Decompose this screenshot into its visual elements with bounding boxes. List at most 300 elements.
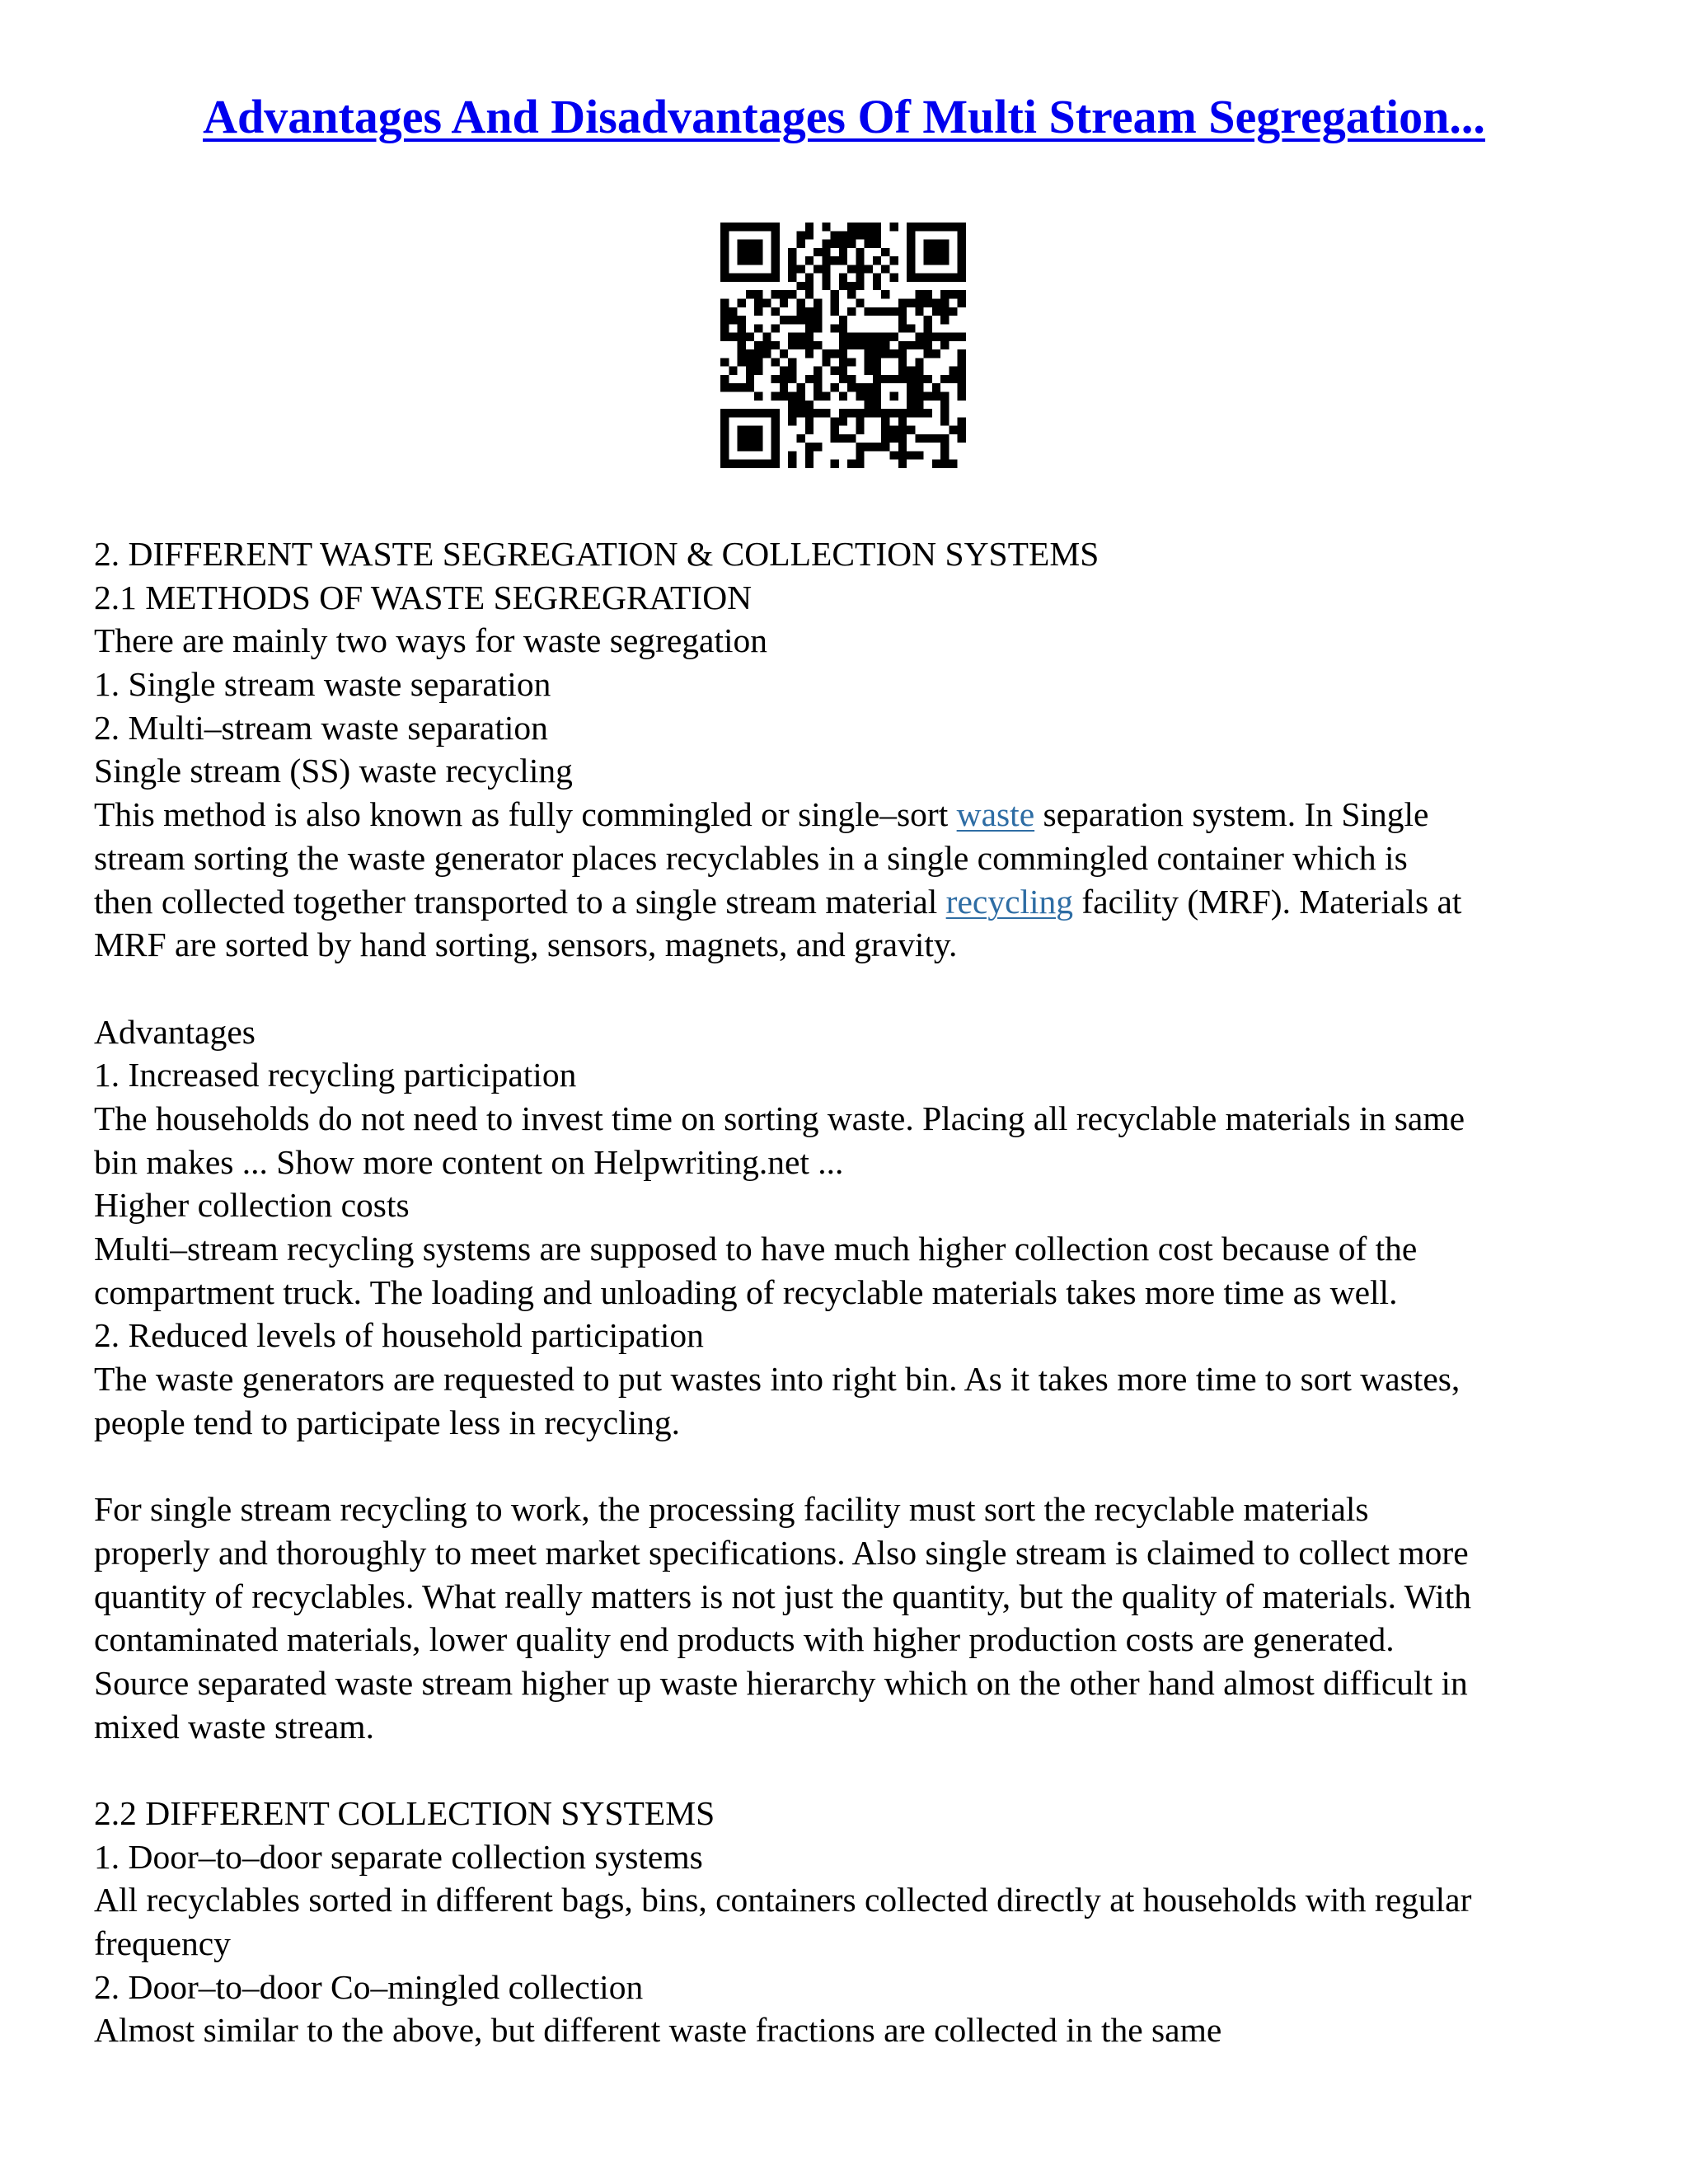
qr-module <box>949 333 957 341</box>
qr-module <box>898 367 907 375</box>
qr-module <box>924 298 932 307</box>
subsection-heading: 2.1 METHODS OF WASTE SEGREGRATION <box>94 578 753 616</box>
qr-module <box>873 358 881 366</box>
qr-module <box>898 358 907 366</box>
qr-module <box>738 349 746 358</box>
qr-module <box>831 426 839 434</box>
qr-module <box>805 341 814 349</box>
qr-module <box>958 231 966 239</box>
qr-module <box>847 341 856 349</box>
qr-module <box>890 223 898 231</box>
qr-module <box>796 316 804 324</box>
qr-module <box>796 383 804 391</box>
qr-module <box>924 349 932 358</box>
qr-module <box>780 290 788 298</box>
qr-module <box>738 409 746 417</box>
text-run: then collected together transported to a single stream material <box>94 882 946 921</box>
qr-module <box>856 443 864 451</box>
qr-module <box>856 451 864 459</box>
qr-module <box>738 383 746 391</box>
qr-module <box>915 401 923 409</box>
qr-module <box>856 231 864 239</box>
qr-module <box>915 434 923 443</box>
qr-module <box>839 392 847 401</box>
qr-module <box>822 392 830 401</box>
qr-module <box>865 231 873 239</box>
qr-module <box>805 401 814 409</box>
qr-module <box>907 375 915 383</box>
qr-module <box>754 324 762 332</box>
qr-module <box>924 375 932 383</box>
qr-module <box>847 223 856 231</box>
qr-module <box>915 409 923 417</box>
qr-module <box>915 358 923 366</box>
qr-module <box>915 298 923 307</box>
qr-module <box>762 341 771 349</box>
qr-module <box>788 460 796 468</box>
qr-module <box>788 401 796 409</box>
qr-module <box>907 341 915 349</box>
qr-module <box>720 451 729 459</box>
qr-module <box>814 375 822 383</box>
qr-module <box>865 358 873 366</box>
qr-module <box>949 426 957 434</box>
qr-module <box>788 274 796 282</box>
qr-module <box>907 248 915 256</box>
qr-module <box>822 409 830 417</box>
qr-module <box>805 256 814 265</box>
qr-module <box>771 256 780 265</box>
qr-module <box>738 256 746 265</box>
qr-module <box>839 333 847 341</box>
qr-module <box>856 256 864 265</box>
qr-module <box>729 383 737 391</box>
paragraph-line: mixed waste stream. <box>94 1707 374 1746</box>
qr-module <box>940 341 949 349</box>
paragraph-line: quantity of recyclables. What really matters is not just the quantity, but the quality of materials. With <box>94 1577 1471 1615</box>
qr-module <box>907 401 915 409</box>
qr-module <box>856 265 864 273</box>
qr-code-graphic <box>720 223 966 468</box>
qr-module <box>839 409 847 417</box>
qr-module <box>865 307 873 316</box>
qr-module <box>738 443 746 451</box>
document-title-link[interactable]: Advantages And Disadvantages Of Multi Stream Segregation... <box>203 90 1485 143</box>
qr-module <box>720 460 729 468</box>
qr-module <box>738 460 746 468</box>
qr-module <box>907 223 915 231</box>
qr-module <box>847 434 856 443</box>
qr-module <box>865 333 873 341</box>
qr-module <box>839 375 847 383</box>
qr-module <box>847 307 856 316</box>
qr-module <box>762 460 771 468</box>
paragraph-line: compartment truck. The loading and unloading of recyclable materials takes more time as well. <box>94 1272 1398 1311</box>
qr-module <box>796 282 804 290</box>
qr-module <box>949 290 957 298</box>
qr-module <box>898 324 907 332</box>
list-item: 1. Door–to–door separate collection systems <box>94 1837 703 1876</box>
qr-module <box>924 290 932 298</box>
qr-module <box>729 307 737 316</box>
text-run: separation system. In Single <box>1034 795 1429 834</box>
qr-module <box>839 240 847 248</box>
qr-module <box>746 274 754 282</box>
qr-module <box>907 240 915 248</box>
qr-module <box>890 256 898 265</box>
qr-module <box>805 409 814 417</box>
qr-module <box>949 274 957 282</box>
qr-module <box>720 358 729 366</box>
qr-module <box>940 409 949 417</box>
qr-module <box>814 443 822 451</box>
qr-module <box>958 265 966 273</box>
qr-module <box>924 409 932 417</box>
qr-module <box>856 341 864 349</box>
qr-module <box>898 451 907 459</box>
qr-module <box>915 367 923 375</box>
qr-module <box>856 223 864 231</box>
qr-module <box>720 248 729 256</box>
qr-module <box>720 274 729 282</box>
qr-module <box>924 223 932 231</box>
qr-module <box>907 324 915 332</box>
paragraph-line: stream sorting the waste generator places recyclables in a single commingled container which is <box>94 838 1408 877</box>
qr-module <box>865 401 873 409</box>
qr-module <box>940 443 949 451</box>
qr-module <box>771 358 780 366</box>
qr-module <box>754 409 762 417</box>
qr-module <box>805 223 814 231</box>
qr-module <box>958 375 966 383</box>
qr-module <box>780 375 788 383</box>
qr-module <box>932 223 940 231</box>
qr-module <box>788 265 796 273</box>
qr-module <box>924 248 932 256</box>
qr-module <box>873 231 881 239</box>
qr-module <box>839 256 847 265</box>
qr-module <box>771 324 780 332</box>
qr-module <box>873 274 881 282</box>
qr-module <box>788 333 796 341</box>
qr-module <box>865 265 873 273</box>
qr-module <box>796 401 804 409</box>
qr-module <box>907 256 915 265</box>
qr-module <box>814 409 822 417</box>
qr-module <box>738 426 746 434</box>
qr-module <box>738 223 746 231</box>
qr-module <box>932 349 940 358</box>
qr-module <box>873 383 881 391</box>
qr-module <box>873 401 881 409</box>
qr-module <box>729 223 737 231</box>
qr-module <box>856 392 864 401</box>
list-item: 2. Multi–stream waste separation <box>94 708 548 747</box>
qr-module <box>839 367 847 375</box>
qr-module <box>940 417 949 425</box>
qr-module <box>780 383 788 391</box>
qr-module <box>720 426 729 434</box>
qr-module <box>907 298 915 307</box>
qr-module <box>720 417 729 425</box>
qr-module <box>805 274 814 282</box>
qr-module <box>805 451 814 459</box>
qr-module <box>814 341 822 349</box>
qr-module <box>873 223 881 231</box>
qr-module <box>839 231 847 239</box>
qr-module <box>822 240 830 248</box>
qr-module <box>771 223 780 231</box>
qr-module <box>746 290 754 298</box>
recycling-link[interactable]: recycling <box>945 882 1074 921</box>
qr-module <box>907 392 915 401</box>
title-container <box>0 89 1688 144</box>
qr-module <box>814 324 822 332</box>
qr-module <box>898 298 907 307</box>
qr-module <box>890 426 898 434</box>
qr-module <box>788 417 796 425</box>
qr-module <box>780 392 788 401</box>
qr-module <box>746 443 754 451</box>
qr-module <box>847 409 856 417</box>
qr-module <box>907 426 915 434</box>
qr-module <box>788 451 796 459</box>
qr-module <box>754 290 762 298</box>
qr-module <box>814 298 822 307</box>
qr-module <box>788 392 796 401</box>
qr-module <box>762 274 771 282</box>
qr-module <box>881 349 889 358</box>
qr-module <box>907 231 915 239</box>
list-item: 2. Door–to–door Co–mingled collection <box>94 1967 644 2006</box>
qr-module <box>839 341 847 349</box>
qr-module <box>771 307 780 316</box>
waste-link[interactable]: waste <box>956 795 1035 834</box>
qr-module <box>738 248 746 256</box>
qr-module <box>754 443 762 451</box>
qr-module <box>746 256 754 265</box>
qr-module <box>771 392 780 401</box>
qr-module <box>831 460 839 468</box>
qr-module <box>865 409 873 417</box>
qr-module <box>771 240 780 248</box>
qr-module <box>796 434 804 443</box>
qr-module <box>915 307 923 316</box>
qr-module <box>847 290 856 298</box>
qr-module <box>754 392 762 401</box>
qr-module <box>720 333 729 341</box>
qr-module <box>873 256 881 265</box>
qr-module <box>839 324 847 332</box>
qr-module <box>839 417 847 425</box>
qr-module <box>915 223 923 231</box>
qr-module <box>746 426 754 434</box>
qr-module <box>847 358 856 366</box>
qr-module <box>924 256 932 265</box>
qr-module <box>932 240 940 248</box>
qr-module <box>839 434 847 443</box>
qr-module <box>949 460 957 468</box>
qr-module <box>940 298 949 307</box>
qr-module <box>738 434 746 443</box>
qr-module <box>720 434 729 443</box>
qr-module <box>915 375 923 383</box>
qr-module <box>881 409 889 417</box>
qr-module <box>771 248 780 256</box>
qr-module <box>898 341 907 349</box>
paragraph-line: properly and thoroughly to meet market specifications. Also single stream is claimed to collect more <box>94 1533 1469 1572</box>
qr-module <box>940 451 949 459</box>
qr-module <box>729 460 737 468</box>
qr-module <box>856 333 864 341</box>
paragraph-line: contaminated materials, lower quality end products with higher production costs are generated. <box>94 1620 1395 1659</box>
qr-module <box>958 417 966 425</box>
qr-module <box>831 298 839 307</box>
qr-module <box>788 290 796 298</box>
qr-module <box>831 307 839 316</box>
qr-module <box>805 375 814 383</box>
qr-module <box>754 256 762 265</box>
qr-module <box>958 426 966 434</box>
qr-module <box>898 426 907 434</box>
qr-module <box>865 349 873 358</box>
qr-module <box>958 434 966 443</box>
qr-module <box>873 282 881 290</box>
paragraph-line: The waste generators are requested to put wastes into right bin. As it takes more time to sort wastes, <box>94 1360 1461 1399</box>
qr-module <box>796 341 804 349</box>
qr-module <box>932 383 940 391</box>
qr-module <box>958 290 966 298</box>
qr-module <box>754 248 762 256</box>
qr-module <box>881 417 889 425</box>
qr-module <box>805 316 814 324</box>
qr-module <box>873 333 881 341</box>
qr-module <box>805 324 814 332</box>
qr-module <box>771 460 780 468</box>
qr-module <box>831 434 839 443</box>
qr-module <box>856 248 864 256</box>
qr-module <box>788 358 796 366</box>
qr-module <box>720 240 729 248</box>
text-run: This method is also known as fully commingled or single–sort <box>94 795 957 834</box>
qr-module <box>720 307 729 316</box>
qr-module <box>746 383 754 391</box>
qr-module <box>940 307 949 316</box>
paragraph-line: Multi–stream recycling systems are supposed to have much higher collection cost because of the <box>94 1230 1418 1268</box>
qr-module <box>814 265 822 273</box>
qr-module <box>873 349 881 358</box>
qr-module <box>924 392 932 401</box>
qr-module <box>771 409 780 417</box>
qr-module <box>907 409 915 417</box>
qr-module <box>890 375 898 383</box>
qr-module <box>932 248 940 256</box>
qr-module <box>958 333 966 341</box>
qr-module <box>754 358 762 366</box>
qr-module <box>865 341 873 349</box>
qr-module <box>771 426 780 434</box>
qr-module <box>788 409 796 417</box>
qr-module <box>924 341 932 349</box>
qr-module <box>932 392 940 401</box>
qr-module <box>907 451 915 459</box>
qr-module <box>898 460 907 468</box>
qr-module <box>720 383 729 391</box>
qr-module <box>729 274 737 282</box>
spacer <box>94 1748 1602 1792</box>
qr-module <box>856 426 864 434</box>
qr-module <box>822 256 830 265</box>
qr-module <box>847 240 856 248</box>
qr-module <box>746 358 754 366</box>
paragraph-line: bin makes ... Show more content on Helpwriting.net ... <box>94 1142 844 1181</box>
qr-module <box>958 223 966 231</box>
qr-module <box>771 417 780 425</box>
qr-module <box>865 443 873 451</box>
qr-module <box>796 307 804 316</box>
qr-module <box>746 367 754 375</box>
qr-module <box>762 298 771 307</box>
qr-module <box>890 392 898 401</box>
qr-module <box>720 298 729 307</box>
qr-module <box>890 451 898 459</box>
qr-module <box>898 316 907 324</box>
qr-module <box>898 443 907 451</box>
qr-module <box>898 307 907 316</box>
qr-module <box>865 383 873 391</box>
qr-module <box>738 316 746 324</box>
qr-module <box>738 298 746 307</box>
qr-module <box>958 248 966 256</box>
qr-module <box>881 333 889 341</box>
qr-module <box>762 349 771 358</box>
qr-module <box>932 460 940 468</box>
qr-module <box>940 401 949 409</box>
list-item: 1. Single stream waste separation <box>94 665 551 704</box>
qr-module <box>814 383 822 391</box>
qr-module <box>890 409 898 417</box>
qr-module <box>924 434 932 443</box>
qr-module <box>890 274 898 282</box>
qr-module <box>746 375 754 383</box>
qr-module <box>881 265 889 273</box>
qr-module <box>729 316 737 324</box>
text-run: facility (MRF). Materials at <box>1073 882 1462 921</box>
qr-module <box>771 443 780 451</box>
qr-module <box>788 367 796 375</box>
qr-module <box>754 240 762 248</box>
qr-module <box>805 290 814 298</box>
qr-module <box>873 409 881 417</box>
qr-module <box>873 443 881 451</box>
qr-module <box>729 367 737 375</box>
qr-module <box>831 231 839 239</box>
qr-module <box>738 240 746 248</box>
qr-module <box>738 324 746 332</box>
qr-module <box>839 316 847 324</box>
qr-module <box>932 256 940 265</box>
qr-module <box>856 282 864 290</box>
qr-module <box>805 443 814 451</box>
qr-module <box>831 367 839 375</box>
paragraph-line: people tend to participate less in recycling. <box>94 1403 681 1441</box>
qr-module <box>865 392 873 401</box>
qr-module <box>856 383 864 391</box>
list-item: 2. Reduced levels of household participation <box>94 1316 704 1355</box>
qr-module <box>847 265 856 273</box>
qr-module <box>940 290 949 298</box>
qr-module <box>847 282 856 290</box>
